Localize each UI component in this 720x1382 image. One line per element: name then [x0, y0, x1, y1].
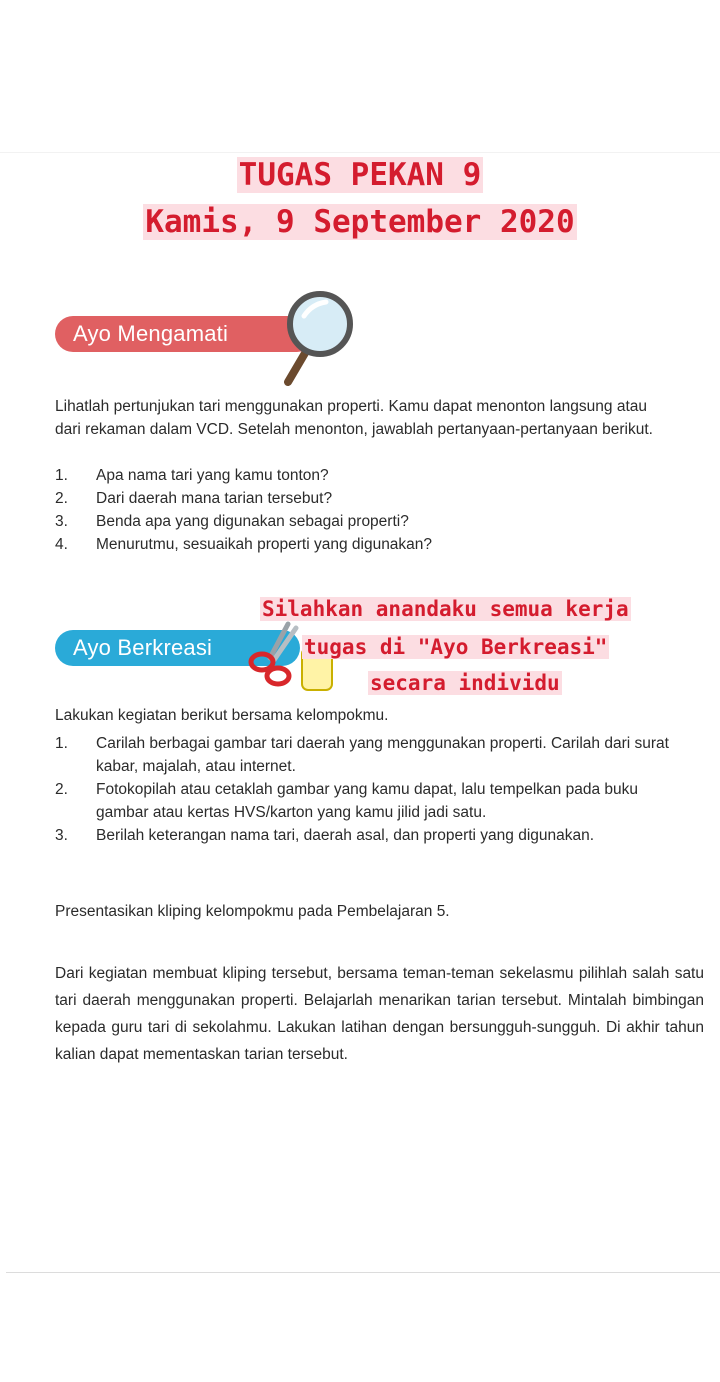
- list-item: [55, 732, 685, 778]
- teacher-note-line: tugas di "Ayo Berkreasi": [304, 635, 608, 659]
- item-number: 4.: [55, 536, 68, 553]
- list-item: [55, 778, 685, 824]
- observe-instructions: Lihatlah pertunjukan tari menggunakan properti. Kamu dapat menonton langsung atau dari rekaman dalam VCD. Setelah menonton, jawablah pertanyaan-pertanyaan berikut.: [55, 398, 653, 438]
- teacher-note-line: secara individu: [370, 671, 560, 695]
- list-item: [55, 464, 685, 487]
- magnifier-icon: [278, 286, 358, 390]
- item-number: 2.: [55, 490, 68, 507]
- item-text: Dari daerah mana tarian tersebut?: [96, 490, 333, 507]
- item-text: Benda apa yang digunakan sebagai properti?: [96, 513, 409, 530]
- list-item: [55, 510, 685, 533]
- presentation-instruction: Presentasikan kliping kelompokmu pada Pembelajaran 5.: [55, 903, 450, 920]
- item-text: Carilah berbagai gambar tari daerah yang menggunakan properti. Carilah dari surat kabar, majalah, atau internet.: [96, 735, 669, 775]
- create-instructions: Lakukan kegiatan berikut bersama kelompokmu.: [55, 707, 389, 724]
- item-number: 3.: [55, 827, 68, 844]
- page-edge-bottom: [6, 1272, 720, 1273]
- observe-question-list: [55, 464, 685, 556]
- item-text: Menurutmu, sesuaikah properti yang digunakan?: [96, 536, 433, 553]
- assignment-date: Kamis, 9 September 2020: [145, 204, 575, 240]
- page-edge-top: [0, 152, 720, 153]
- assignment-title: TUGAS PEKAN 9: [238, 157, 482, 193]
- list-item: [55, 487, 685, 510]
- list-item: [55, 533, 685, 556]
- list-item: [55, 824, 685, 847]
- item-text: Apa nama tari yang kamu tonton?: [96, 467, 329, 484]
- section-label-ayo-mengamati: Ayo Mengamati: [55, 316, 315, 352]
- teacher-note-line: Silahkan anandaku semua kerja: [262, 597, 629, 621]
- section-label-ayo-berkreasi: Ayo Berkreasi: [55, 630, 300, 666]
- item-number: 2.: [55, 781, 68, 798]
- item-text: Berilah keterangan nama tari, daerah asal, dan properti yang digunakan.: [96, 827, 595, 844]
- create-step-list: [55, 732, 685, 847]
- item-text: Fotokopilah atau cetaklah gambar yang kamu dapat, lalu tempelkan pada buku gambar atau kertas HVS/karton yang kamu jilid jadi satu.: [96, 781, 638, 821]
- closing-paragraph: Dari kegiatan membuat kliping tersebut, bersama teman-teman sekelasmu pilihlah salah satu tari daerah menggunakan properti. Belajarlah menarikan tarian tersebut. Mintalah bimbingan kepada guru tari di sekolahmu. Lakukan latihan dengan bersungguh-sungguh. Di akhir tahun kalian dapat mementaskan tarian tersebut.: [55, 965, 704, 1063]
- item-number: 1.: [55, 735, 68, 752]
- item-number: 3.: [55, 513, 68, 530]
- item-number: 1.: [55, 467, 68, 484]
